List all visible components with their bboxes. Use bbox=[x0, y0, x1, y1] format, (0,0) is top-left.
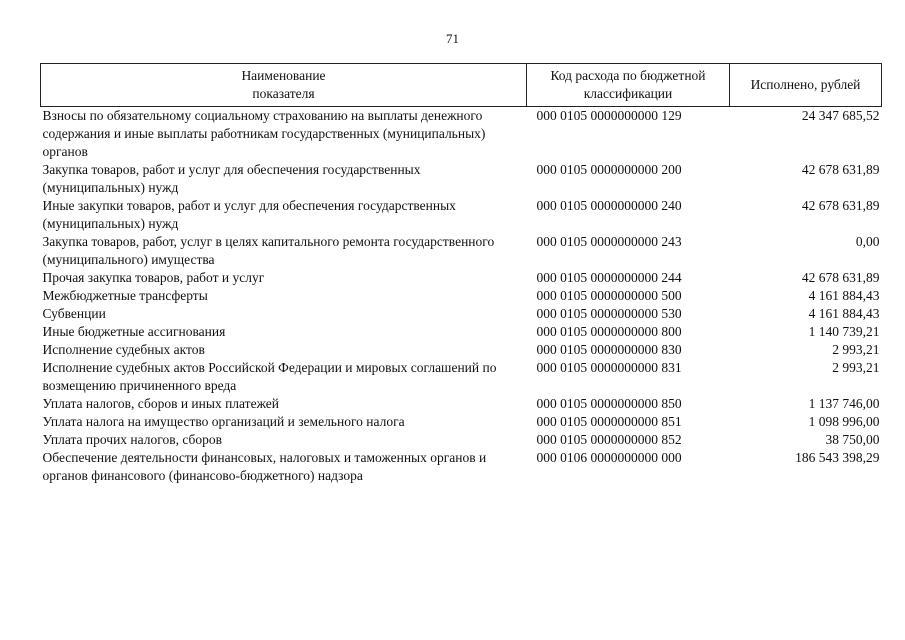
row-name: Обеспечение деятельности финансовых, налоговых и таможенных органов и органов финансового (финансово-бюджетного) надзора bbox=[42, 450, 487, 483]
row-name: Уплата налогов, сборов и иных платежей bbox=[42, 396, 279, 411]
row-code: 000 0105 0000000000 240 bbox=[536, 198, 682, 213]
row-amount: 1 098 996,00 bbox=[808, 414, 880, 429]
table-row bbox=[41, 359, 882, 395]
table-row bbox=[41, 431, 882, 449]
row-amount: 42 678 631,89 bbox=[801, 198, 880, 213]
row-code: 000 0105 0000000000 243 bbox=[536, 234, 682, 249]
header-row bbox=[41, 64, 882, 107]
table-row bbox=[41, 305, 882, 323]
row-name: Иные закупки товаров, работ и услуг для обеспечения государственных (муниципальных) нужд bbox=[42, 198, 456, 231]
table-row bbox=[41, 269, 882, 287]
row-name: Иные бюджетные ассигнования bbox=[42, 324, 226, 339]
row-amount: 4 161 884,43 bbox=[808, 288, 880, 303]
row-name: Субвенции bbox=[42, 306, 106, 321]
row-name: Исполнение судебных актов Российской Федерации и мировых соглашений по возмещению причиненного вреда bbox=[42, 360, 497, 393]
row-amount: 2 993,21 bbox=[832, 360, 880, 375]
row-name: Исполнение судебных актов bbox=[42, 342, 205, 357]
row-amount: 1 137 746,00 bbox=[808, 396, 880, 411]
row-name: Взносы по обязательному социальному страхованию на выплаты денежного содержания и иные выплаты работникам государственных (муниципальных) органов bbox=[42, 108, 486, 159]
table-header bbox=[41, 64, 882, 107]
table-row bbox=[41, 107, 882, 162]
table-row bbox=[41, 233, 882, 269]
row-code: 000 0105 0000000000 830 bbox=[536, 342, 682, 357]
table-row bbox=[41, 449, 882, 485]
header-code-line2: классификации bbox=[583, 86, 673, 101]
row-amount: 24 347 685,52 bbox=[801, 108, 880, 123]
row-amount: 186 543 398,29 bbox=[795, 450, 880, 465]
row-amount: 4 161 884,43 bbox=[808, 306, 880, 321]
header-code-line1: Код расхода по бюджетной bbox=[550, 68, 706, 83]
table-row bbox=[41, 287, 882, 305]
row-amount: 0,00 bbox=[855, 234, 880, 249]
row-amount: 42 678 631,89 bbox=[801, 270, 880, 285]
budget-report bbox=[40, 63, 881, 485]
header-code bbox=[527, 64, 730, 107]
table-row bbox=[41, 413, 882, 431]
row-code: 000 0105 0000000000 851 bbox=[536, 414, 682, 429]
row-amount: 2 993,21 bbox=[832, 342, 880, 357]
row-code: 000 0105 0000000000 500 bbox=[536, 288, 682, 303]
row-code: 000 0106 0000000000 000 bbox=[536, 450, 682, 465]
row-amount: 42 678 631,89 bbox=[801, 162, 880, 177]
row-name: Прочая закупка товаров, работ и услуг bbox=[42, 270, 265, 285]
header-name-line1: Наименование bbox=[241, 68, 326, 83]
row-code: 000 0105 0000000000 850 bbox=[536, 396, 682, 411]
header-amount: Исполнено, рублей bbox=[730, 64, 882, 107]
row-name: Уплата налога на имущество организаций и земельного налога bbox=[42, 414, 405, 429]
table-row bbox=[41, 323, 882, 341]
table-row bbox=[41, 341, 882, 359]
expenditure-table bbox=[40, 63, 882, 485]
header-name bbox=[41, 64, 527, 107]
table-row bbox=[41, 161, 882, 197]
table-row bbox=[41, 395, 882, 413]
table-body bbox=[41, 107, 882, 486]
row-name: Межбюджетные трансферты bbox=[42, 288, 208, 303]
row-name: Уплата прочих налогов, сборов bbox=[42, 432, 222, 447]
header-name-line2: показателя bbox=[252, 86, 315, 101]
row-code: 000 0105 0000000000 831 bbox=[536, 360, 682, 375]
row-name: Закупка товаров, работ, услуг в целях капитального ремонта государственного (муниципального) имущества bbox=[42, 234, 495, 267]
row-code: 000 0105 0000000000 200 bbox=[536, 162, 682, 177]
row-code: 000 0105 0000000000 852 bbox=[536, 432, 682, 447]
row-code: 000 0105 0000000000 129 bbox=[536, 108, 682, 123]
page-number: 71 bbox=[446, 31, 459, 46]
row-name: Закупка товаров, работ и услуг для обеспечения государственных (муниципальных) нужд bbox=[42, 162, 421, 195]
table-row bbox=[41, 197, 882, 233]
row-amount: 1 140 739,21 bbox=[808, 324, 880, 339]
row-code: 000 0105 0000000000 244 bbox=[536, 270, 682, 285]
row-code: 000 0105 0000000000 800 bbox=[536, 324, 682, 339]
row-code: 000 0105 0000000000 530 bbox=[536, 306, 682, 321]
row-amount: 38 750,00 bbox=[825, 432, 880, 447]
